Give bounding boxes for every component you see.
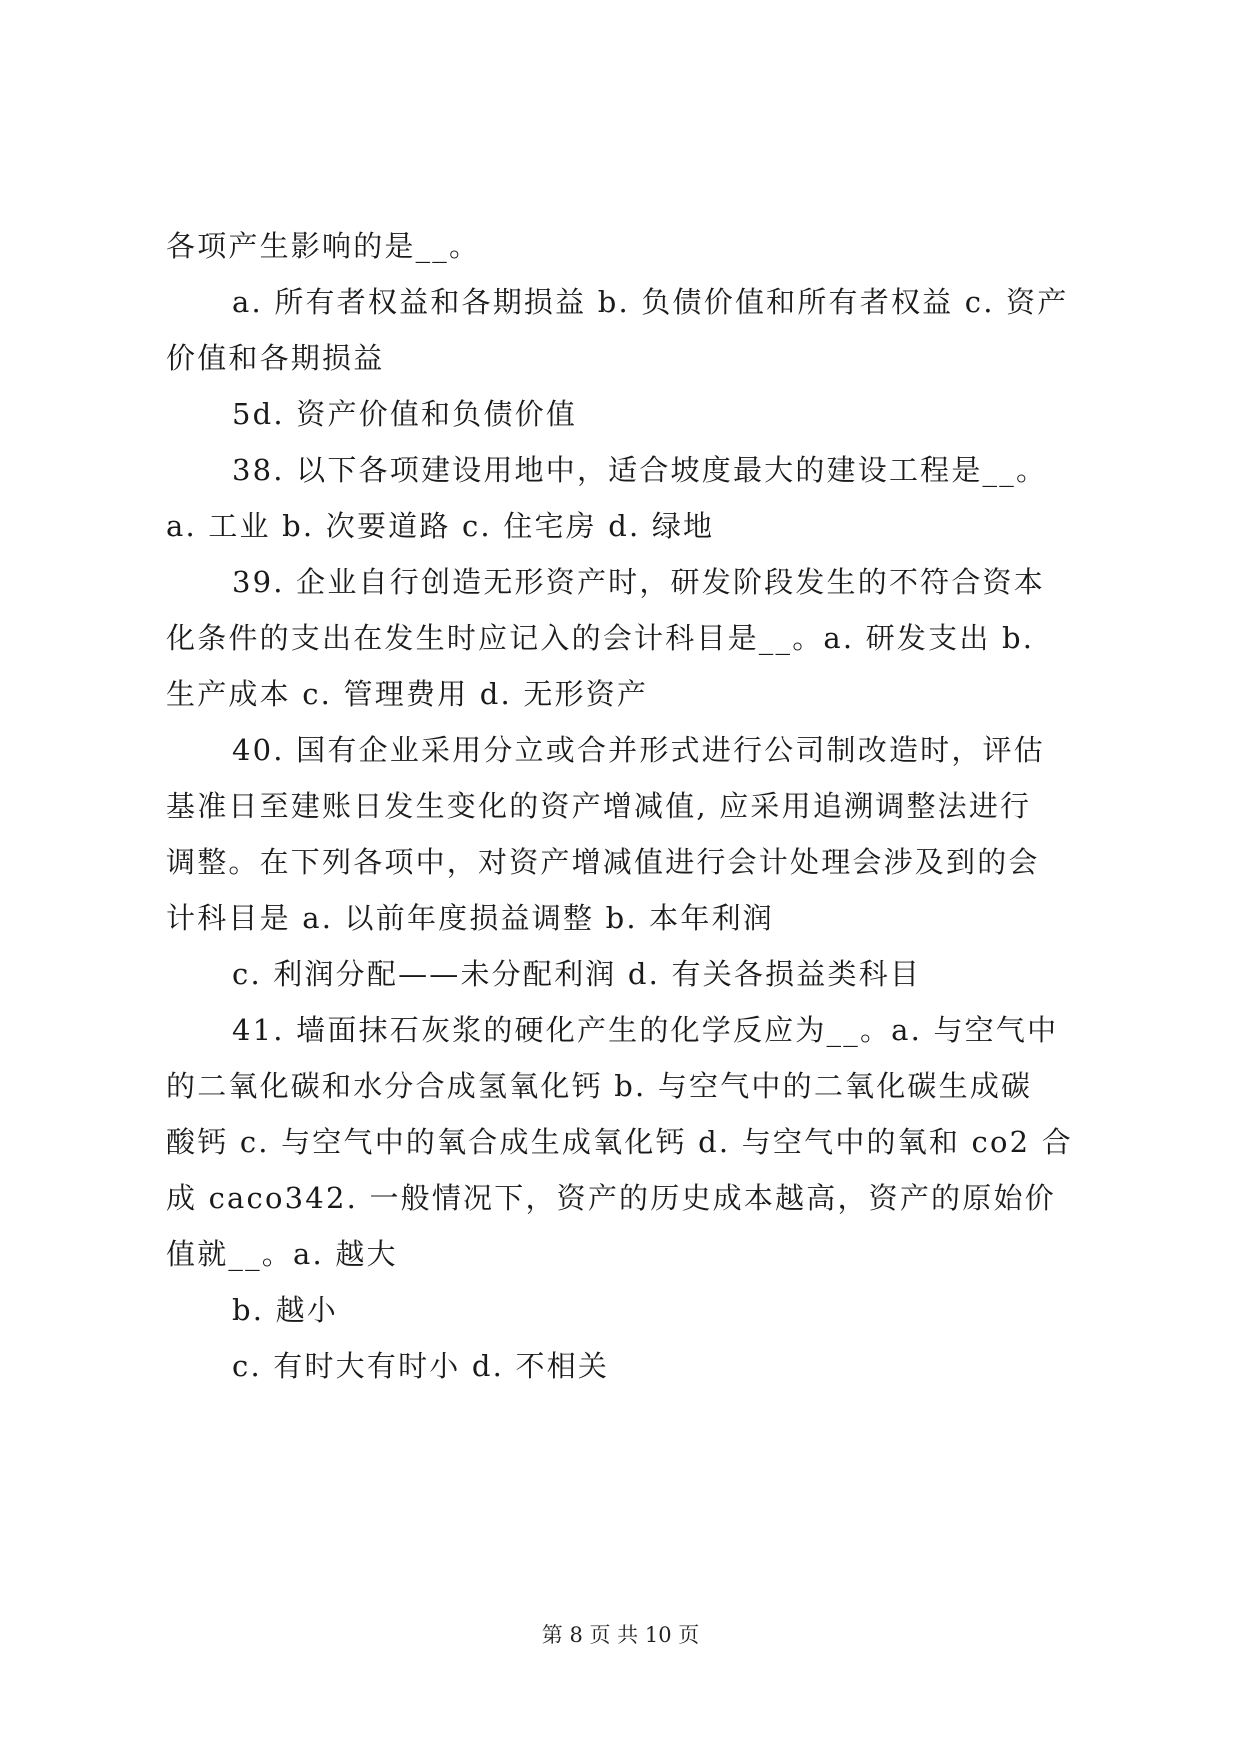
text-line: 值就__。a. 越大 (166, 1237, 398, 1271)
text-line: 调整。在下列各项中，对资产增减值进行会计处理会涉及到的会 (166, 845, 1040, 879)
text-line: b. 越小 (232, 1293, 339, 1327)
question-40: 40. 国有企业采用分立或合并形式进行公司制改造时，评估 (232, 733, 1045, 767)
question-39: 39. 企业自行创造无形资产时，研发阶段发生的不符合资本 (232, 565, 1045, 599)
text-line: 各项产生影响的是__。 (166, 229, 481, 263)
text-line: 基准日至建账日发生变化的资产增减值, 应采用追溯调整法进行 (166, 789, 1032, 823)
text-line: 成 caco342. 一般情况下，资产的历史成本越高，资产的原始价 (166, 1181, 1056, 1215)
text-line: a. 所有者权益和各期损益 b. 负债价值和所有者权益 c. 资产 (232, 285, 1069, 319)
text-line: 计科目是 a. 以前年度损益调整 b. 本年利润 (166, 901, 774, 935)
text-line: c. 有时大有时小 d. 不相关 (232, 1349, 610, 1383)
text-line: a. 工业 b. 次要道路 c. 住宅房 d. 绿地 (166, 509, 715, 543)
text-line: 化条件的支出在发生时应记入的会计科目是__。a. 研发支出 b. (166, 621, 1035, 655)
text-line: 价值和各期损益 (166, 341, 385, 375)
question-41: 41. 墙面抹石灰浆的硬化产生的化学反应为__。a. 与空气中 (232, 1013, 1059, 1047)
question-38: 38. 以下各项建设用地中，适合坡度最大的建设工程是__。 (232, 453, 1048, 487)
text-line: c. 利润分配——未分配利润 d. 有关各损益类科目 (232, 957, 922, 991)
text-line: 的二氧化碳和水分合成氢氧化钙 b. 与空气中的二氧化碳生成碳 (166, 1069, 1033, 1103)
text-line: 5d. 资产价值和负债价值 (232, 397, 578, 431)
text-line: 酸钙 c. 与空气中的氧合成生成氧化钙 d. 与空气中的氧和 co2 合 (166, 1125, 1073, 1159)
text-line: 生产成本 c. 管理费用 d. 无形资产 (166, 677, 649, 711)
page-footer: 第 8 页 共 10 页 (541, 1623, 700, 1647)
